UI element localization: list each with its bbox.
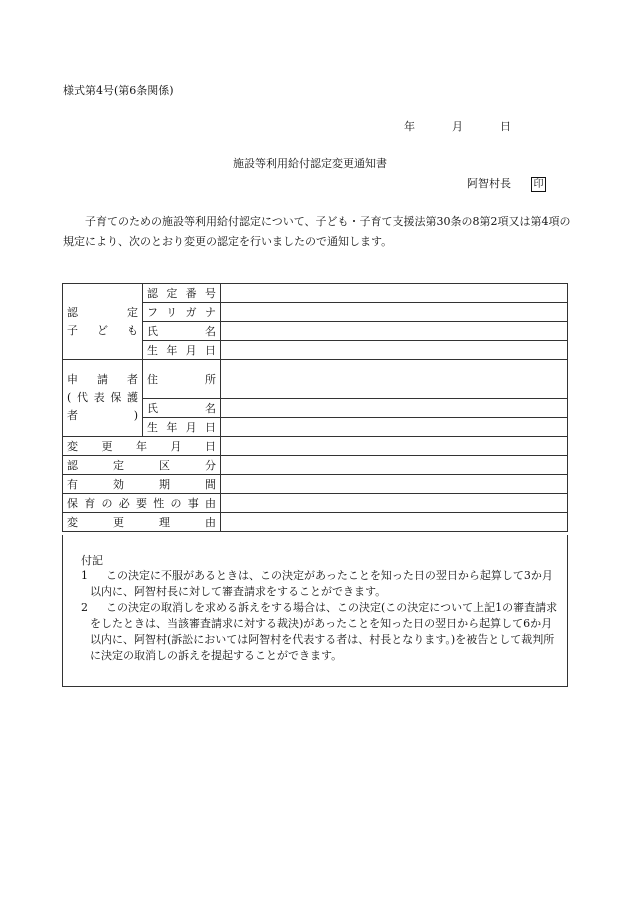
validity-period-field[interactable] — [221, 475, 568, 494]
row-label: フリガナ — [143, 303, 221, 322]
child-birthdate-field[interactable] — [221, 341, 568, 360]
row-label: 生年月日 — [143, 341, 221, 360]
group-label-line: 者 ) — [67, 409, 138, 422]
issuer-name: 阿智村長 — [467, 177, 511, 190]
care-necessity-reason-field[interactable] — [221, 494, 568, 513]
certification-table — [62, 283, 568, 532]
group-label-line: 子 ど も — [67, 323, 138, 337]
group-label-line: 申 請 者 — [67, 373, 138, 386]
notes-heading: 付記 — [81, 554, 103, 567]
table-row — [63, 437, 568, 456]
note-item — [81, 600, 558, 664]
certification-category-field[interactable] — [221, 456, 568, 475]
row-label: 氏名 — [143, 399, 221, 418]
table-row — [63, 494, 568, 513]
group-label-line: 認 定 — [67, 305, 138, 319]
table-row — [63, 513, 568, 532]
child-furigana-field[interactable] — [221, 303, 568, 322]
note-item — [81, 568, 558, 600]
child-group-label — [63, 284, 143, 360]
row-label: 変更年月日 — [63, 437, 221, 456]
table-row — [63, 475, 568, 494]
form-number: 様式第4号(第6条関係) — [63, 84, 174, 97]
certification-number-field[interactable] — [221, 284, 568, 303]
intro-paragraph: 子育てのための施設等利用給付認定について、子ども・子育て支援法第30条の8第2項又は第4項の規定により、次のとおり変更の認定を行いましたので通知します。 — [63, 215, 571, 248]
applicant-address-field[interactable] — [221, 360, 568, 399]
applicant-birthdate-field[interactable] — [221, 418, 568, 437]
document-title: 施設等利用給付認定変更通知書 — [233, 157, 387, 170]
row-label: 認定区分 — [63, 456, 221, 475]
child-name-field[interactable] — [221, 322, 568, 341]
row-label: 有効期間 — [63, 475, 221, 494]
note-number: 1 — [81, 569, 88, 582]
row-label: 変更理由 — [63, 513, 221, 532]
row-label: 氏名 — [143, 322, 221, 341]
applicant-group-label — [63, 360, 143, 437]
change-date-field[interactable] — [221, 437, 568, 456]
seal-mark: 印 — [531, 177, 546, 192]
row-label: 認定番号 — [143, 284, 221, 303]
note-number: 2 — [81, 601, 88, 614]
table-row — [63, 284, 568, 303]
table-row — [63, 360, 568, 399]
date-year-label: 年 — [404, 120, 415, 133]
note-text: この決定に不服があるときは、この決定があったことを知った日の翌日から起算して3か月以内に、阿智村長に対して審査請求をすることができます。 — [90, 569, 553, 598]
row-label: 保育の必要性の事由 — [63, 494, 221, 513]
change-reason-field[interactable] — [221, 513, 568, 532]
row-label: 住所 — [143, 360, 221, 399]
applicant-name-field[interactable] — [221, 399, 568, 418]
group-label-line: (代表保護 — [67, 391, 138, 404]
issuer-line — [467, 175, 546, 192]
note-text: この決定の取消しを求める訴えをする場合は、この決定(この決定について上記1の審査請求をしたときは、当該審査請求に対する裁決)があったことを知った日の翌日から起算して6か月以内に、阿智村(訴訟においては阿智村を代表する者は、村長となります。)を被告として裁判所に決定の取消しの訴えを提起することができます。 — [90, 601, 558, 662]
date-line — [404, 118, 511, 134]
date-day-label: 日 — [500, 120, 511, 133]
row-label: 生年月日 — [143, 418, 221, 437]
date-month-label: 月 — [452, 120, 463, 133]
table-row — [63, 456, 568, 475]
